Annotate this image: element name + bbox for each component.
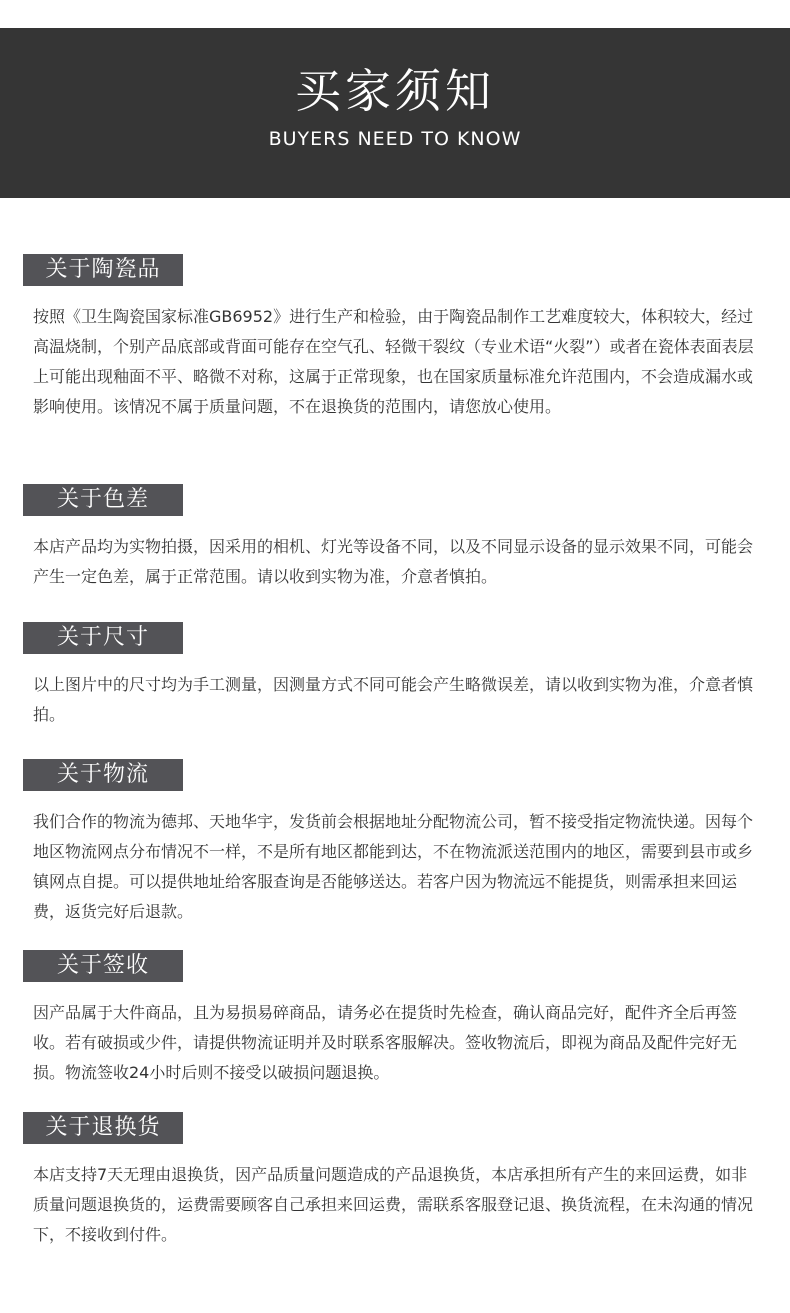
- section-body-sign-for: 因产品属于大件商品，且为易损易碎商品，请务必在提货时先检查，确认商品完好，配件齐全后再签收。若有破损或少件，请提供物流证明并及时联系客服解决。签收物流后，即视为商品及配件完好无损。物流签收24小时后则不接受以破损问题退换。: [33, 1003, 738, 1082]
- section-body-ceramics: 按照《卫生陶瓷国家标准GB6952》进行生产和检验，由于陶瓷品制作工艺难度较大，体积较大，经过高温烧制，个别产品底部或背面可能存在空气孔、轻微干裂纹（专业术语“火裂”）或者在瓷体表面表层上可能出现釉面不平、略微不对称，这属于正常现象，也在国家质量标准允许范围内，不会造成漏水或影响使用。该情况不属于质量问题，不在退换货的范围内，请您放心使用。: [33, 307, 754, 416]
- section-body-returns: 本店支持7天无理由退换货，因产品质量问题造成的产品退换货，本店承担所有产生的来回运费，如非质量问题退换货的，运费需要顾客自己承担来回运费，需联系客服登记退、换货流程，在未沟通的情况下，不接收到付件。: [33, 1165, 754, 1244]
- section-color-difference: [23, 484, 763, 592]
- banner-title: 买家须知: [295, 64, 495, 118]
- section-body-color-difference: 本店产品均为实物拍摄，因采用的相机、灯光等设备不同，以及不同显示设备的显示效果不同，可能会产生一定色差，属于正常范围。请以收到实物为准，介意者慎拍。: [33, 537, 754, 586]
- section-heading-color-difference: 关于色差: [23, 484, 183, 516]
- section-returns: [23, 1112, 763, 1250]
- section-heading-returns: 关于退换货: [23, 1112, 183, 1144]
- section-size: [23, 622, 763, 730]
- banner-subtitle: BUYERS NEED TO KNOW: [268, 128, 522, 150]
- section-heading-size: 关于尺寸: [23, 622, 183, 654]
- section-heading-ceramics: 关于陶瓷品: [23, 254, 183, 286]
- section-sign-for: [23, 950, 763, 1088]
- section-ceramics: [23, 254, 763, 422]
- section-body-size: 以上图片中的尺寸均为手工测量，因测量方式不同可能会产生略微误差，请以收到实物为准，介意者慎拍。: [33, 675, 754, 724]
- section-heading-sign-for: 关于签收: [23, 950, 183, 982]
- section-logistics: [23, 759, 763, 927]
- section-heading-logistics: 关于物流: [23, 759, 183, 791]
- section-body-logistics: 我们合作的物流为德邦、天地华宇，发货前会根据地址分配物流公司，暂不接受指定物流快递。因每个地区物流网点分布情况不一样，不是所有地区都能到达，不在物流派送范围内的地区，需要到县市或乡镇网点自提。可以提供地址给客服查询是否能够送达。若客户因为物流远不能提货，则需承担来回运费，返货完好后退款。: [33, 812, 754, 921]
- header-banner: [0, 28, 790, 198]
